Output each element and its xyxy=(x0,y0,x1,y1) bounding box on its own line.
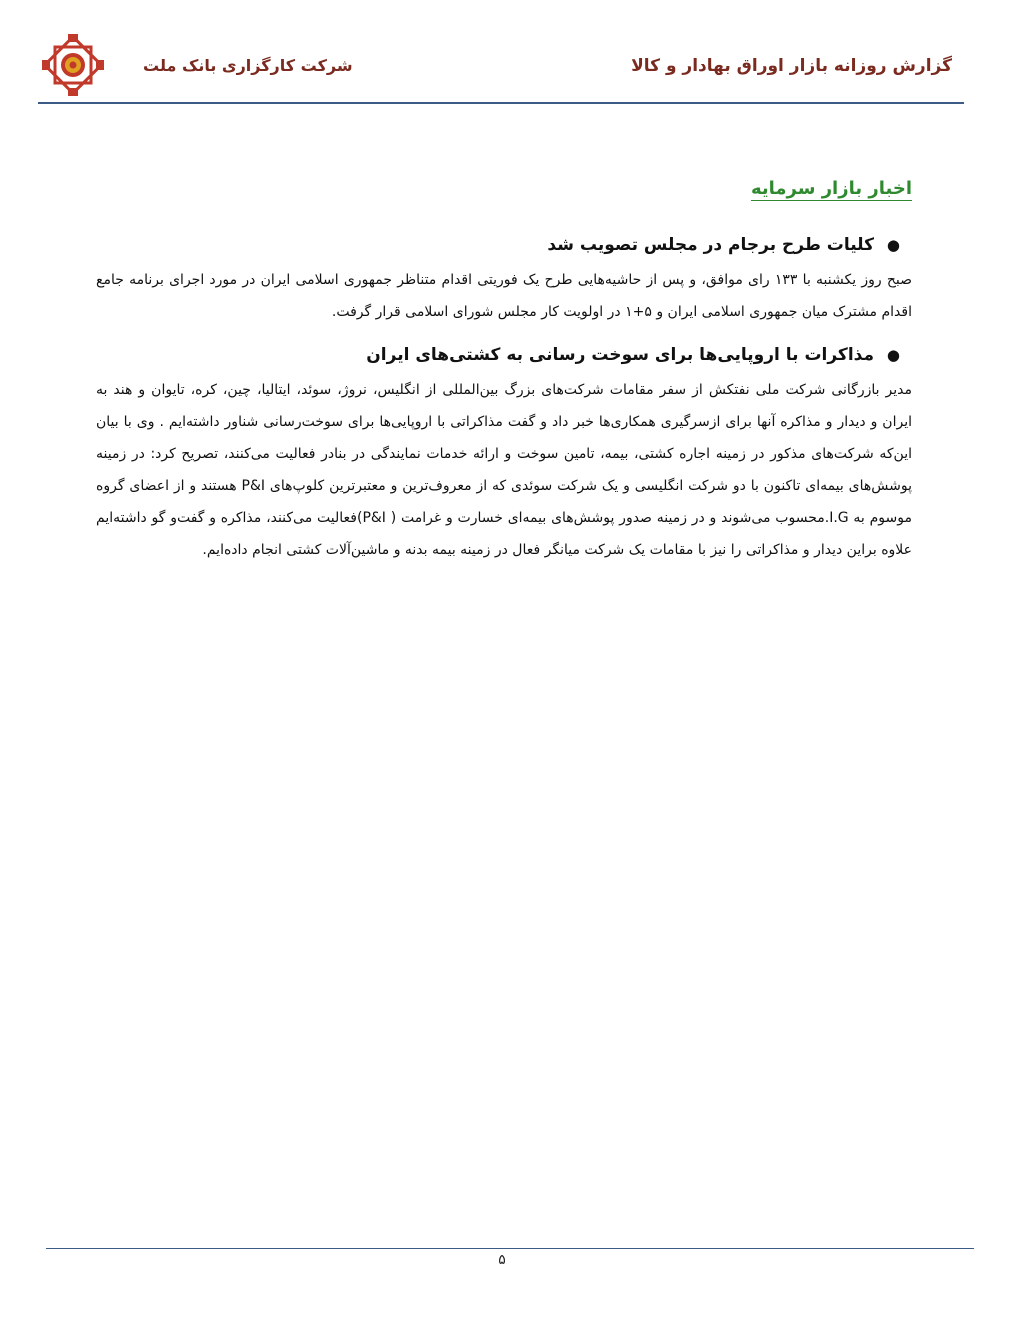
article-title-text: کلیات طرح برجام در مجلس تصویب شد xyxy=(547,235,874,255)
company-name: شرکت کارگزاری بانک ملت xyxy=(143,56,353,75)
header-divider xyxy=(38,102,964,104)
page-header xyxy=(0,0,1020,110)
main-content xyxy=(96,168,912,580)
article-title xyxy=(96,342,912,368)
bank-mellat-logo-icon xyxy=(40,32,106,98)
page-number: ۵ xyxy=(498,1252,506,1268)
bullet-icon: ● xyxy=(886,346,900,364)
section-heading: اخبار بازار سرمایه xyxy=(750,178,912,199)
article-title-text: مذاکرات با اروپایی‌ها برای سوخت رسانی به کشتی‌های ایران xyxy=(366,345,874,365)
article-title xyxy=(96,232,912,258)
article-body: مدیر بازرگانی شرکت ملی نفتکش از سفر مقامات شرکت‌های بزرگ بین‌المللی از انگلیس، نروژ، سوئد، ایتالیا، چین، کره، تایوان و هند به ایران و دیدار و مذاکره آنها برای ازسرگیری همکاری‌ها خبر داد و گفت مذاکراتی با اروپایی‌ها برای سوخت‌رسانی شناور داشته‌ایم . وی با بیان این‌که شرکت‌های مذکور در زمینه اجاره کشتی، بیمه، تامین سوخت و ارائه خدمات نمایندگی در بنادر فعالیت می‌کنند، تصریح کرد: در زمینه پوشش‌های بیمه‌ای تاکنون با دو شرکت انگلیسی و یک شرکت سوئدی که از معروف‌ترین و معتبرترین کلوپ‌های P&I هستند و از اعضای گروه موسوم به I.G.محسوب می‌شوند و در زمینه صدور پوشش‌های بیمه‌ای خسارت و غرامت ( P&I)فعالیت می‌کنند، مذاکره و گفت‌و گو داشته‌ایم علاوه براین دیدار و مذاکراتی را نیز با مقامات یک شرکت میانگر فعال در زمینه بیمه بدنه و ماشین‌آلات کشتی انجام داده‌ایم. xyxy=(96,382,912,558)
article-body: صبح روز یکشنبه با ۱۳۳ رای موافق، و پس از حاشیه‌هایی طرح یک فوریتی اقدام متناظر جمهوری اسلامی ایران در مورد اجرای برنامه جامع اقدام مشترک میان جمهوری اسلامی ایران و ۵+۱ در اولویت کار مجلس شورای اسلامی قرار گرفت. xyxy=(96,272,912,320)
footer-divider xyxy=(46,1248,974,1249)
bullet-icon: ● xyxy=(886,236,900,254)
report-title: گزارش روزانه بازار اوراق بهادار و کالا xyxy=(631,56,952,76)
